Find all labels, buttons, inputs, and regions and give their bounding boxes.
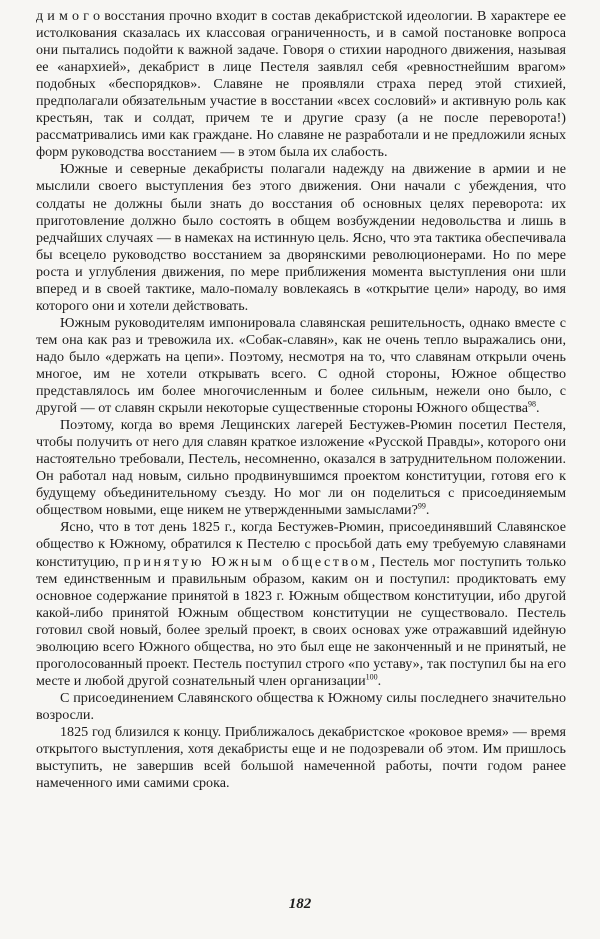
text-segment: д и м о г о — [36, 8, 101, 24]
text-segment: , Пестель мог поступить только тем единственным и правильным образом, каким он и поступил: продиктовать ему основное содержание принятой в 1823 г. Южным обществом конституции, ибо другой какой-либо принятой Южным обществом конституции не существовало. Пестель готовил свой новый, более зрелый проект, в своих основах уже отражавший идейную эволюцию всего Южного общества, но это был еще не законченный и не принятый, не проголосованный проект. Пестель поступил строго «по уставу», так поступил бы на его месте и любой другой сознательный член организации — [36, 553, 567, 689]
text-segment: Ясно, что в тот день 1825 г., когда Бестужев-Рюмин, присоединявший Славянское общество к Южному, обратился к Пестелю с просьбой дать ему требуемую славянами конституцию, — [36, 519, 566, 570]
paragraph-2 — [36, 161, 566, 314]
body-text — [36, 8, 566, 792]
paragraph-3 — [36, 315, 566, 417]
paragraph-6 — [36, 690, 566, 724]
page-number: 182 — [288, 896, 312, 912]
text-segment: восстания прочно входит в состав декабристской идеологии. В характере ее истолкования сказалась их классовая ограниченность, и в самой постановке вопроса они пытались подойти к важной задаче. Говоря о стихии народного движения, называя ее «анархией», декабрист в лице Пестеля заявлял себя «ревностнейшим врагом» подобных «беспорядков». Славяне не проявляли страха перед этой стихией, предполагали обязательным участие в восстании «всех сословий» и активную роль как крестьян, так и солдат, причем те и другие сразу (а не после переворота!) рассматривались ими как граждане. Но славяне не разработали и не предложили ясных форм руководства восстанием — в этом была их слабость. — [36, 8, 566, 161]
paragraph-5 — [36, 519, 566, 689]
footnote-ref-100[interactable]: 100 — [365, 672, 378, 682]
text-segment: С присоединением Славянского общества к Южному силы последнего значительно возросли. — [36, 689, 566, 723]
footnote-ref-98[interactable]: 98 — [528, 399, 537, 409]
text-segment: . — [377, 672, 382, 689]
paragraph-4 — [36, 417, 566, 519]
footnote-ref-99[interactable]: 99 — [417, 501, 426, 511]
text-segment: Поэтому, когда во время Лещинских лагерей Бестужев-Рюмин посетил Пестеля, чтобы получить от него для славян краткое изложение «Русской Правды», которого они настоятельно требовали, Пестель, несомненно, оказался в затруднительном положении. Он работал над новым, сильно продвинувшимся проектом конституции, готовя его к будущему объединительному съезду. Но мог ли он поделиться с присоединяемым обществом новыми, еще никем не утвержденными замыслами? — [36, 417, 566, 519]
spaced-emphasis: принятую Южным обществом — [123, 553, 372, 570]
text-segment: Южные и северные декабристы полагали надежду на движение в армии и не мыслили своего выступления без этого движения. Они начали с убеждения, что солдаты не должны были знать до восстания об основных целях переворота: их приготовление должно было состоять в общем возбуждении недовольства и лишь в редчайших случаях — в намеках на истинную цель. Ясно, что эта тактика обеспечивала бы всецело руководство восстанием за дворянскими революционерами. Но по мере роста и углубления движения, по мере приближения момента выступления они шли вперед и в своей тактике, мало-помалу вовлекаясь в «открытие цели» народу, во имя которого они и хотели действовать. — [36, 161, 566, 314]
paragraph-7 — [36, 724, 566, 792]
text-segment: . — [425, 502, 430, 519]
text-segment: Южным руководителям импонировала славянская решительность, однако вместе с тем она как раз и тревожила их. «Собак-славян», как не очень тепло выражались они, надо было «держать на цепи». Поэтому, несмотря на то, что славянам открыли очень многое, им не хотели открывать всего. С одной стороны, Южное общество представлялось им более многочисленным и более сильным, нежели оно было, с другой — от славян скрыли некоторые существенные стороны Южного общества — [36, 314, 566, 417]
text-segment: 1825 год близился к концу. Приближалось декабристское «роковое время» — время открытого выступления, хотя декабристы еще и не подозревали об этом. Им пришлось выступить, не завершив всей большой намеченной работы, почти годом ранее намеченного ими самими срока. — [36, 723, 566, 792]
text-segment: . — [536, 400, 540, 417]
paragraph-1 — [36, 8, 566, 161]
